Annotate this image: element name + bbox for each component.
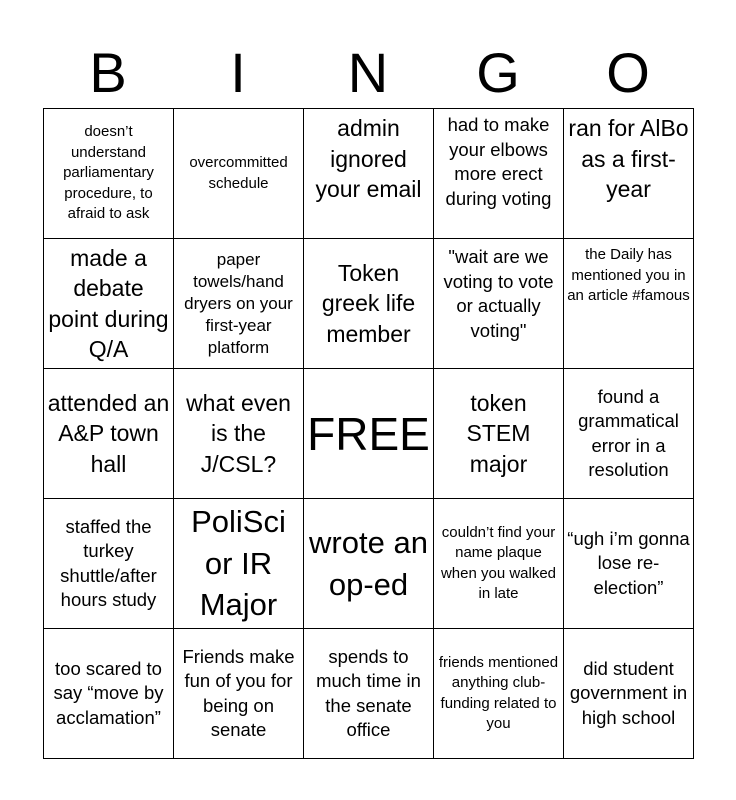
bingo-cell[interactable]	[44, 369, 174, 499]
bingo-cell-text: what even is the J/CSL?	[186, 389, 291, 477]
bingo-cell-text: Friends make fun of you for being on senate	[182, 645, 295, 740]
bingo-cell[interactable]	[44, 239, 174, 369]
bingo-cell-text: too scared to say “move by acclamation”	[53, 657, 164, 728]
bingo-cell-text: paper towels/hand dryers on your first-year platform	[184, 249, 293, 357]
bingo-cell[interactable]	[564, 499, 694, 629]
bingo-cell-text: doesn’t understand parliamentary procedure, to afraid to ask	[63, 123, 154, 223]
bingo-cell[interactable]	[434, 109, 564, 239]
bingo-cell[interactable]	[174, 499, 304, 629]
bingo-cell-text: ran for AlBo as a first-year	[568, 115, 689, 202]
bingo-cell[interactable]	[434, 369, 564, 499]
bingo-cell[interactable]	[564, 369, 694, 499]
bingo-cell-text: overcommitted schedule	[189, 154, 288, 192]
bingo-cell[interactable]	[434, 239, 564, 369]
header-letter-b: B	[89, 41, 127, 104]
header-letter-g: G	[476, 41, 520, 104]
bingo-cell-text: staffed the turkey shuttle/after hours study	[60, 515, 157, 610]
bingo-cell[interactable]	[174, 109, 304, 239]
bingo-cell-text: had to make your elbows more erect during voting	[445, 114, 552, 209]
bingo-cell-text: PoliSci or IR Major	[191, 504, 286, 623]
bingo-cell[interactable]	[564, 239, 694, 369]
bingo-cell[interactable]	[44, 109, 174, 239]
bingo-cell-text: admin ignored your email	[315, 115, 422, 202]
bingo-cell[interactable]	[304, 629, 434, 759]
bingo-cell[interactable]	[174, 369, 304, 499]
bingo-cell-text: friends mentioned anything club-funding related to you	[438, 653, 559, 732]
bingo-cell-text: did student government in high school	[569, 657, 688, 728]
bingo-cell[interactable]	[434, 499, 564, 629]
bingo-cell[interactable]	[174, 239, 304, 369]
bingo-cell-text: token STEM major	[466, 389, 531, 477]
bingo-cell-text: made a debate point during Q/A	[48, 244, 169, 362]
bingo-cell[interactable]	[564, 629, 694, 759]
bingo-cell-text: Token greek life member	[321, 259, 416, 347]
bingo-cell-text: wrote an op-ed	[309, 525, 428, 602]
bingo-cell[interactable]	[44, 499, 174, 629]
bingo-cell-text: the Daily has mentioned you in an article #famous	[567, 246, 690, 304]
header-letter-n: N	[347, 41, 389, 104]
bingo-cell-text: found a grammatical error in a resolution	[578, 385, 679, 480]
bingo-header	[43, 38, 693, 108]
bingo-cell[interactable]	[174, 629, 304, 759]
bingo-cell[interactable]	[304, 109, 434, 239]
bingo-cell[interactable]	[44, 629, 174, 759]
bingo-cell[interactable]	[434, 629, 564, 759]
header-letter-o: O	[606, 41, 650, 104]
bingo-cell[interactable]	[304, 499, 434, 629]
bingo-cell-text: attended an A&P town hall	[47, 389, 170, 477]
bingo-cell[interactable]	[304, 239, 434, 369]
free-space[interactable]	[304, 369, 434, 499]
free-space-text: FREE	[307, 407, 430, 460]
bingo-cell-text: “ugh i’m gonna lose re-election”	[567, 527, 690, 598]
bingo-cell[interactable]	[564, 109, 694, 239]
bingo-board	[43, 108, 694, 759]
bingo-cell-text: spends to much time in the senate office	[316, 645, 421, 740]
header-letter-i: I	[230, 41, 246, 104]
bingo-cell-text: couldn’t find your name plaque when you walked in late	[440, 523, 557, 602]
bingo-cell-text: "wait are we voting to vote or actually voting"	[443, 246, 554, 341]
